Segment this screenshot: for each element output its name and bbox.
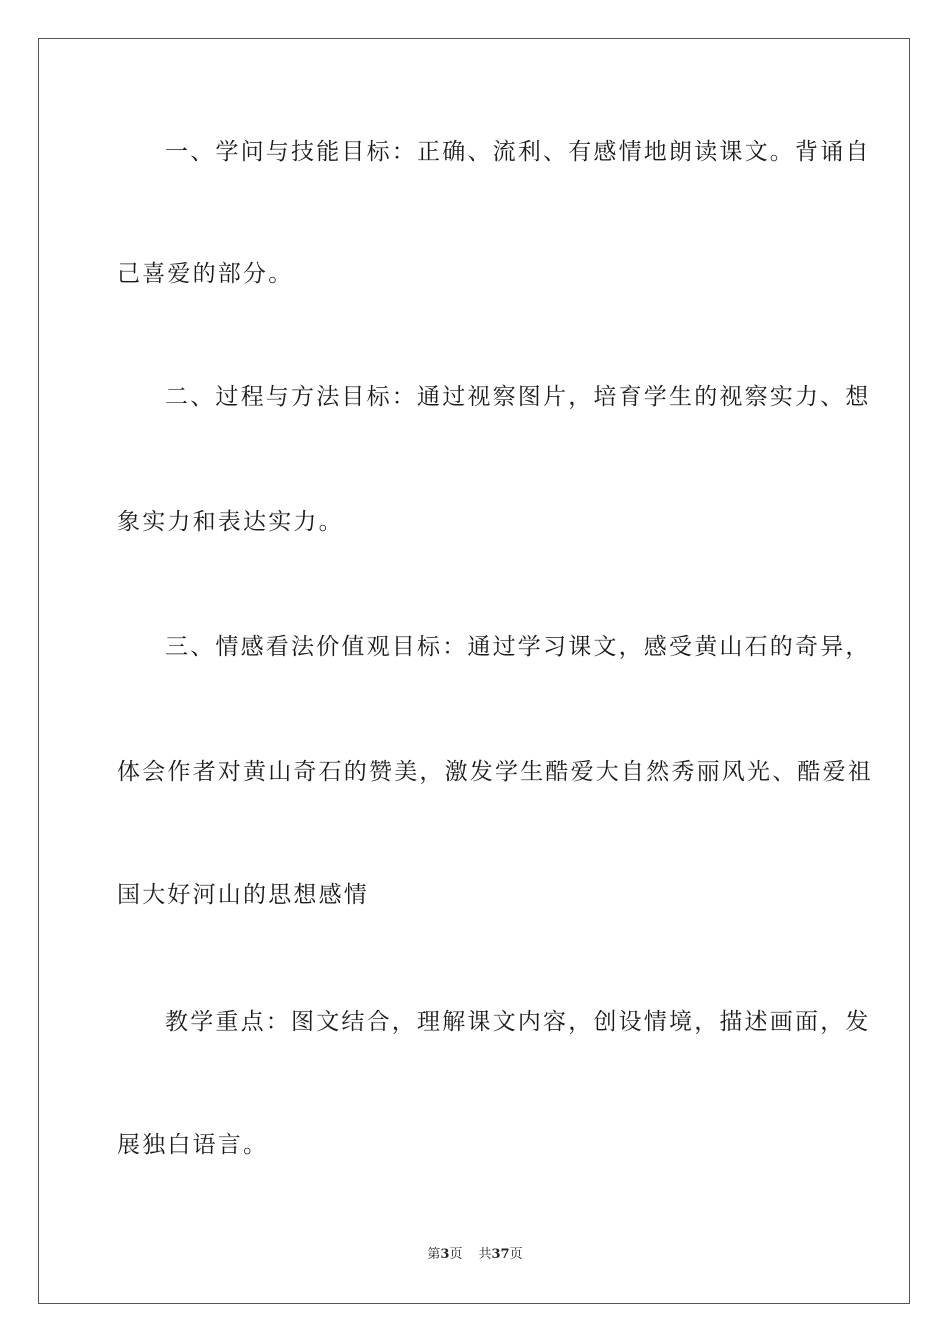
footer-total-pages: 37 bbox=[491, 1247, 510, 1262]
paragraph-3-line-3: 国大好河山的思想感情 bbox=[117, 882, 369, 908]
paragraph-4-line-1: 教学重点：图文结合，理解课文内容，创设情境，描述画面，发 bbox=[165, 1009, 871, 1035]
page-border bbox=[38, 38, 910, 1304]
paragraph-3-line-2: 体会作者对黄山奇石的赞美，激发学生酷爱大自然秀丽风光、酷爱祖 bbox=[117, 759, 873, 785]
footer-total-prefix: 共 bbox=[478, 1247, 492, 1262]
page-footer bbox=[0, 1247, 950, 1263]
paragraph-4-line-2: 展独白语言。 bbox=[117, 1132, 269, 1158]
footer-page-suffix: 页 bbox=[449, 1247, 463, 1262]
footer-total-suffix: 页 bbox=[509, 1247, 523, 1262]
paragraph-2-line-2: 象实力和表达实力。 bbox=[117, 509, 344, 535]
paragraph-1-line-2: 己喜爱的部分。 bbox=[117, 261, 294, 287]
footer-page-number: 3 bbox=[440, 1247, 450, 1262]
paragraph-2-line-1: 二、过程与方法目标：通过视察图片，培育学生的视察实力、想 bbox=[165, 384, 871, 410]
footer-page-prefix: 第 bbox=[427, 1247, 441, 1262]
paragraph-3-line-1: 三、情感看法价值观目标：通过学习课文，感受黄山石的奇异， bbox=[165, 634, 871, 660]
paragraph-1-line-1: 一、学问与技能目标：正确、流利、有感情地朗读课文。背诵自 bbox=[165, 139, 871, 165]
